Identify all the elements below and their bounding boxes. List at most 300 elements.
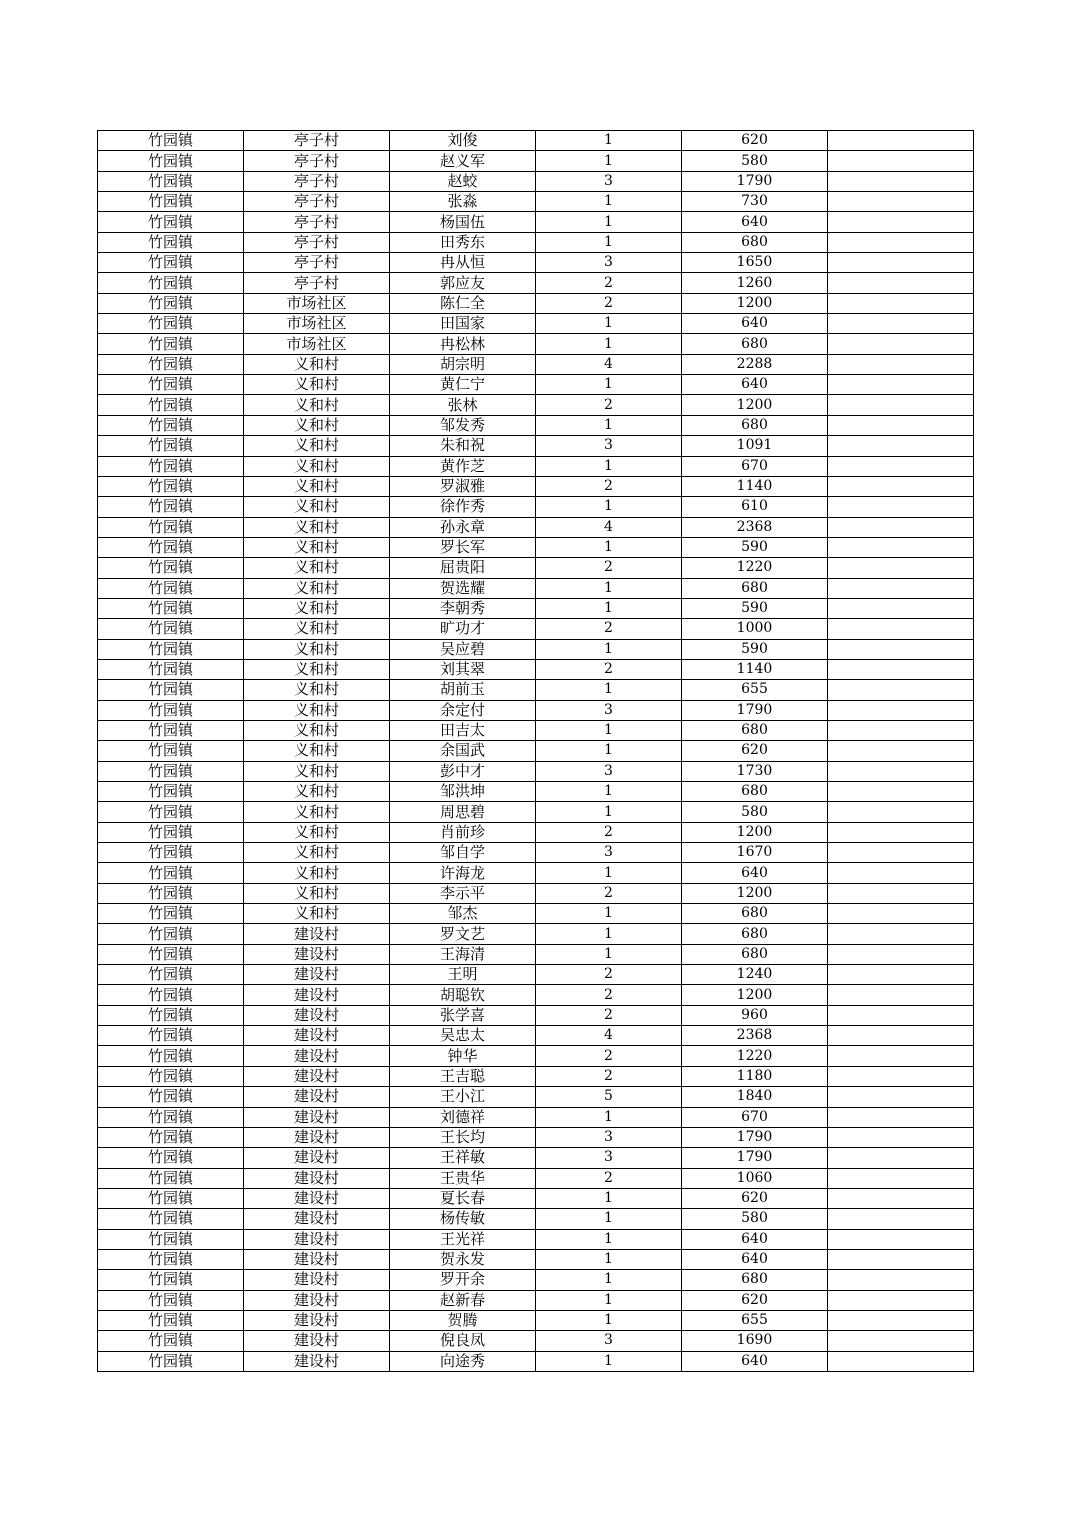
village-cell: 义和村	[244, 476, 390, 496]
note-cell	[828, 680, 974, 700]
amount-cell: 640	[682, 375, 828, 395]
village-cell: 义和村	[244, 904, 390, 924]
count-cell: 1	[536, 415, 682, 435]
note-cell	[828, 1026, 974, 1046]
village-cell: 建设村	[244, 924, 390, 944]
name-cell: 贺选耀	[390, 578, 536, 598]
village-cell: 建设村	[244, 1107, 390, 1127]
amount-cell: 610	[682, 497, 828, 517]
table-row	[98, 883, 974, 903]
table-row	[98, 192, 974, 212]
village-cell: 义和村	[244, 680, 390, 700]
count-cell: 1	[536, 314, 682, 334]
table-body	[98, 131, 974, 1372]
table-row	[98, 517, 974, 537]
table-row	[98, 1351, 974, 1371]
name-cell: 陈仁全	[390, 293, 536, 313]
note-cell	[828, 253, 974, 273]
table-row	[98, 904, 974, 924]
name-cell: 彭中才	[390, 761, 536, 781]
town-cell: 竹园镇	[98, 212, 244, 232]
table-row	[98, 314, 974, 334]
town-cell: 竹园镇	[98, 1310, 244, 1330]
name-cell: 刘俊	[390, 131, 536, 151]
name-cell: 刘德祥	[390, 1107, 536, 1127]
village-cell: 亭子村	[244, 273, 390, 293]
count-cell: 1	[536, 232, 682, 252]
name-cell: 钟华	[390, 1046, 536, 1066]
amount-cell: 1140	[682, 476, 828, 496]
note-cell	[828, 924, 974, 944]
amount-cell: 580	[682, 802, 828, 822]
name-cell: 邹杰	[390, 904, 536, 924]
table-row	[98, 456, 974, 476]
table-row	[98, 232, 974, 252]
note-cell	[828, 415, 974, 435]
town-cell: 竹园镇	[98, 782, 244, 802]
amount-cell: 1220	[682, 1046, 828, 1066]
count-cell: 1	[536, 782, 682, 802]
table-row	[98, 1148, 974, 1168]
note-cell	[828, 1229, 974, 1249]
note-cell	[828, 354, 974, 374]
data-table	[97, 130, 974, 1372]
town-cell: 竹园镇	[98, 476, 244, 496]
village-cell: 市场社区	[244, 334, 390, 354]
amount-cell: 670	[682, 456, 828, 476]
count-cell: 3	[536, 171, 682, 191]
town-cell: 竹园镇	[98, 415, 244, 435]
amount-cell: 680	[682, 232, 828, 252]
table-row	[98, 212, 974, 232]
count-cell: 1	[536, 863, 682, 883]
amount-cell: 1790	[682, 171, 828, 191]
village-cell: 建设村	[244, 1209, 390, 1229]
table-row	[98, 985, 974, 1005]
town-cell: 竹园镇	[98, 131, 244, 151]
table-row	[98, 639, 974, 659]
note-cell	[828, 639, 974, 659]
note-cell	[828, 863, 974, 883]
note-cell	[828, 700, 974, 720]
town-cell: 竹园镇	[98, 863, 244, 883]
town-cell: 竹园镇	[98, 1209, 244, 1229]
town-cell: 竹园镇	[98, 904, 244, 924]
village-cell: 亭子村	[244, 212, 390, 232]
count-cell: 5	[536, 1087, 682, 1107]
table-row	[98, 375, 974, 395]
table-row	[98, 578, 974, 598]
amount-cell: 680	[682, 334, 828, 354]
town-cell: 竹园镇	[98, 883, 244, 903]
name-cell: 贺腾	[390, 1310, 536, 1330]
town-cell: 竹园镇	[98, 537, 244, 557]
count-cell: 2	[536, 293, 682, 313]
village-cell: 义和村	[244, 782, 390, 802]
town-cell: 竹园镇	[98, 802, 244, 822]
amount-cell: 680	[682, 944, 828, 964]
village-cell: 义和村	[244, 537, 390, 557]
count-cell: 1	[536, 151, 682, 171]
name-cell: 邹发秀	[390, 415, 536, 435]
village-cell: 建设村	[244, 985, 390, 1005]
note-cell	[828, 537, 974, 557]
name-cell: 罗长军	[390, 537, 536, 557]
table-row	[98, 1168, 974, 1188]
name-cell: 郭应友	[390, 273, 536, 293]
amount-cell: 1200	[682, 293, 828, 313]
name-cell: 冉从恒	[390, 253, 536, 273]
village-cell: 义和村	[244, 761, 390, 781]
count-cell: 1	[536, 1351, 682, 1371]
table-row	[98, 1107, 974, 1127]
table-row	[98, 558, 974, 578]
count-cell: 1	[536, 131, 682, 151]
note-cell	[828, 151, 974, 171]
note-cell	[828, 741, 974, 761]
amount-cell: 1220	[682, 558, 828, 578]
count-cell: 2	[536, 985, 682, 1005]
town-cell: 竹园镇	[98, 354, 244, 374]
count-cell: 2	[536, 1066, 682, 1086]
count-cell: 1	[536, 802, 682, 822]
village-cell: 亭子村	[244, 151, 390, 171]
town-cell: 竹园镇	[98, 314, 244, 334]
village-cell: 义和村	[244, 639, 390, 659]
amount-cell: 620	[682, 131, 828, 151]
name-cell: 向途秀	[390, 1351, 536, 1371]
village-cell: 建设村	[244, 1148, 390, 1168]
note-cell	[828, 558, 974, 578]
town-cell: 竹园镇	[98, 1188, 244, 1208]
table-row	[98, 680, 974, 700]
amount-cell: 2288	[682, 354, 828, 374]
amount-cell: 680	[682, 904, 828, 924]
village-cell: 义和村	[244, 659, 390, 679]
amount-cell: 680	[682, 1270, 828, 1290]
note-cell	[828, 1066, 974, 1086]
name-cell: 王光祥	[390, 1229, 536, 1249]
village-cell: 建设村	[244, 944, 390, 964]
note-cell	[828, 456, 974, 476]
note-cell	[828, 395, 974, 415]
name-cell: 胡前玉	[390, 680, 536, 700]
town-cell: 竹园镇	[98, 1087, 244, 1107]
town-cell: 竹园镇	[98, 1290, 244, 1310]
count-cell: 3	[536, 1127, 682, 1147]
town-cell: 竹园镇	[98, 293, 244, 313]
village-cell: 义和村	[244, 517, 390, 537]
table-row	[98, 1005, 974, 1025]
town-cell: 竹园镇	[98, 375, 244, 395]
note-cell	[828, 131, 974, 151]
table-row	[98, 415, 974, 435]
village-cell: 市场社区	[244, 293, 390, 313]
count-cell: 3	[536, 700, 682, 720]
table-row	[98, 497, 974, 517]
town-cell: 竹园镇	[98, 1331, 244, 1351]
name-cell: 王祥敏	[390, 1148, 536, 1168]
amount-cell: 730	[682, 192, 828, 212]
note-cell	[828, 802, 974, 822]
name-cell: 王贵华	[390, 1168, 536, 1188]
village-cell: 义和村	[244, 558, 390, 578]
note-cell	[828, 578, 974, 598]
name-cell: 张学喜	[390, 1005, 536, 1025]
amount-cell: 680	[682, 720, 828, 740]
name-cell: 罗开余	[390, 1270, 536, 1290]
note-cell	[828, 293, 974, 313]
table-row	[98, 1249, 974, 1269]
town-cell: 竹园镇	[98, 497, 244, 517]
amount-cell: 640	[682, 1351, 828, 1371]
count-cell: 1	[536, 192, 682, 212]
table-row	[98, 476, 974, 496]
table-row	[98, 720, 974, 740]
table-row	[98, 537, 974, 557]
village-cell: 建设村	[244, 1168, 390, 1188]
count-cell: 3	[536, 761, 682, 781]
count-cell: 2	[536, 1168, 682, 1188]
amount-cell: 1060	[682, 1168, 828, 1188]
amount-cell: 655	[682, 680, 828, 700]
amount-cell: 2368	[682, 1026, 828, 1046]
count-cell: 1	[536, 456, 682, 476]
town-cell: 竹园镇	[98, 985, 244, 1005]
name-cell: 冉松林	[390, 334, 536, 354]
note-cell	[828, 944, 974, 964]
town-cell: 竹园镇	[98, 1148, 244, 1168]
table-row	[98, 1188, 974, 1208]
count-cell: 3	[536, 1331, 682, 1351]
table-row	[98, 944, 974, 964]
table-row	[98, 1209, 974, 1229]
table-row	[98, 700, 974, 720]
town-cell: 竹园镇	[98, 924, 244, 944]
note-cell	[828, 965, 974, 985]
note-cell	[828, 476, 974, 496]
table-row	[98, 965, 974, 985]
village-cell: 义和村	[244, 415, 390, 435]
amount-cell: 670	[682, 1107, 828, 1127]
name-cell: 赵新春	[390, 1290, 536, 1310]
table-row	[98, 924, 974, 944]
count-cell: 1	[536, 924, 682, 944]
count-cell: 1	[536, 1229, 682, 1249]
note-cell	[828, 517, 974, 537]
town-cell: 竹园镇	[98, 232, 244, 252]
table-row	[98, 619, 974, 639]
village-cell: 义和村	[244, 883, 390, 903]
amount-cell: 1260	[682, 273, 828, 293]
note-cell	[828, 1087, 974, 1107]
town-cell: 竹园镇	[98, 965, 244, 985]
village-cell: 义和村	[244, 700, 390, 720]
count-cell: 2	[536, 476, 682, 496]
count-cell: 1	[536, 1107, 682, 1127]
table-row	[98, 354, 974, 374]
name-cell: 田吉太	[390, 720, 536, 740]
village-cell: 建设村	[244, 1249, 390, 1269]
table-row	[98, 436, 974, 456]
count-cell: 2	[536, 822, 682, 842]
name-cell: 田国家	[390, 314, 536, 334]
amount-cell: 1650	[682, 253, 828, 273]
note-cell	[828, 334, 974, 354]
town-cell: 竹园镇	[98, 395, 244, 415]
village-cell: 义和村	[244, 863, 390, 883]
count-cell: 2	[536, 619, 682, 639]
town-cell: 竹园镇	[98, 273, 244, 293]
name-cell: 杨国伍	[390, 212, 536, 232]
note-cell	[828, 1270, 974, 1290]
name-cell: 赵蛟	[390, 171, 536, 191]
name-cell: 贺永发	[390, 1249, 536, 1269]
name-cell: 王吉聪	[390, 1066, 536, 1086]
amount-cell: 590	[682, 598, 828, 618]
note-cell	[828, 782, 974, 802]
town-cell: 竹园镇	[98, 1249, 244, 1269]
town-cell: 竹园镇	[98, 619, 244, 639]
town-cell: 竹园镇	[98, 253, 244, 273]
amount-cell: 640	[682, 1249, 828, 1269]
name-cell: 徐作秀	[390, 497, 536, 517]
village-cell: 建设村	[244, 1310, 390, 1330]
village-cell: 建设村	[244, 1127, 390, 1147]
note-cell	[828, 659, 974, 679]
amount-cell: 1091	[682, 436, 828, 456]
table-row	[98, 1066, 974, 1086]
count-cell: 1	[536, 334, 682, 354]
table-row	[98, 334, 974, 354]
town-cell: 竹园镇	[98, 822, 244, 842]
table-row	[98, 1026, 974, 1046]
table-row	[98, 1270, 974, 1290]
village-cell: 义和村	[244, 395, 390, 415]
town-cell: 竹园镇	[98, 334, 244, 354]
village-cell: 义和村	[244, 741, 390, 761]
village-cell: 建设村	[244, 1026, 390, 1046]
count-cell: 2	[536, 1046, 682, 1066]
count-cell: 4	[536, 517, 682, 537]
name-cell: 肖前珍	[390, 822, 536, 842]
count-cell: 1	[536, 944, 682, 964]
table-row	[98, 863, 974, 883]
table-row	[98, 802, 974, 822]
count-cell: 2	[536, 395, 682, 415]
town-cell: 竹园镇	[98, 1005, 244, 1025]
note-cell	[828, 1005, 974, 1025]
name-cell: 邹自学	[390, 843, 536, 863]
note-cell	[828, 436, 974, 456]
town-cell: 竹园镇	[98, 741, 244, 761]
name-cell: 张林	[390, 395, 536, 415]
table-row	[98, 822, 974, 842]
count-cell: 2	[536, 883, 682, 903]
name-cell: 屈贵阳	[390, 558, 536, 578]
note-cell	[828, 1209, 974, 1229]
amount-cell: 1690	[682, 1331, 828, 1351]
village-cell: 义和村	[244, 456, 390, 476]
table-row	[98, 395, 974, 415]
note-cell	[828, 375, 974, 395]
town-cell: 竹园镇	[98, 1046, 244, 1066]
amount-cell: 590	[682, 639, 828, 659]
town-cell: 竹园镇	[98, 1270, 244, 1290]
town-cell: 竹园镇	[98, 558, 244, 578]
town-cell: 竹园镇	[98, 639, 244, 659]
village-cell: 建设村	[244, 1066, 390, 1086]
note-cell	[828, 232, 974, 252]
amount-cell: 2368	[682, 517, 828, 537]
town-cell: 竹园镇	[98, 1127, 244, 1147]
table-row	[98, 761, 974, 781]
name-cell: 王长均	[390, 1127, 536, 1147]
count-cell: 1	[536, 1270, 682, 1290]
note-cell	[828, 1127, 974, 1147]
village-cell: 义和村	[244, 375, 390, 395]
name-cell: 罗淑雅	[390, 476, 536, 496]
name-cell: 黄仁宁	[390, 375, 536, 395]
table-row	[98, 1310, 974, 1330]
name-cell: 罗文艺	[390, 924, 536, 944]
name-cell: 李示平	[390, 883, 536, 903]
name-cell: 吴忠太	[390, 1026, 536, 1046]
amount-cell: 680	[682, 415, 828, 435]
name-cell: 旷功才	[390, 619, 536, 639]
note-cell	[828, 1310, 974, 1330]
village-cell: 建设村	[244, 1351, 390, 1371]
note-cell	[828, 192, 974, 212]
count-cell: 1	[536, 212, 682, 232]
town-cell: 竹园镇	[98, 720, 244, 740]
village-cell: 亭子村	[244, 171, 390, 191]
amount-cell: 1180	[682, 1066, 828, 1086]
town-cell: 竹园镇	[98, 944, 244, 964]
town-cell: 竹园镇	[98, 1066, 244, 1086]
note-cell	[828, 598, 974, 618]
village-cell: 亭子村	[244, 253, 390, 273]
note-cell	[828, 1168, 974, 1188]
town-cell: 竹园镇	[98, 1229, 244, 1249]
table-row	[98, 843, 974, 863]
town-cell: 竹园镇	[98, 1107, 244, 1127]
town-cell: 竹园镇	[98, 436, 244, 456]
village-cell: 义和村	[244, 720, 390, 740]
count-cell: 3	[536, 436, 682, 456]
note-cell	[828, 985, 974, 1005]
table-row	[98, 1331, 974, 1351]
note-cell	[828, 1249, 974, 1269]
note-cell	[828, 212, 974, 232]
count-cell: 1	[536, 741, 682, 761]
note-cell	[828, 1046, 974, 1066]
amount-cell: 655	[682, 1310, 828, 1330]
village-cell: 义和村	[244, 802, 390, 822]
amount-cell: 640	[682, 314, 828, 334]
note-cell	[828, 1290, 974, 1310]
village-cell: 建设村	[244, 1229, 390, 1249]
town-cell: 竹园镇	[98, 1168, 244, 1188]
village-cell: 建设村	[244, 1290, 390, 1310]
amount-cell: 1200	[682, 883, 828, 903]
village-cell: 义和村	[244, 354, 390, 374]
village-cell: 建设村	[244, 1046, 390, 1066]
amount-cell: 1140	[682, 659, 828, 679]
village-cell: 建设村	[244, 1188, 390, 1208]
name-cell: 倪良凤	[390, 1331, 536, 1351]
name-cell: 胡宗明	[390, 354, 536, 374]
